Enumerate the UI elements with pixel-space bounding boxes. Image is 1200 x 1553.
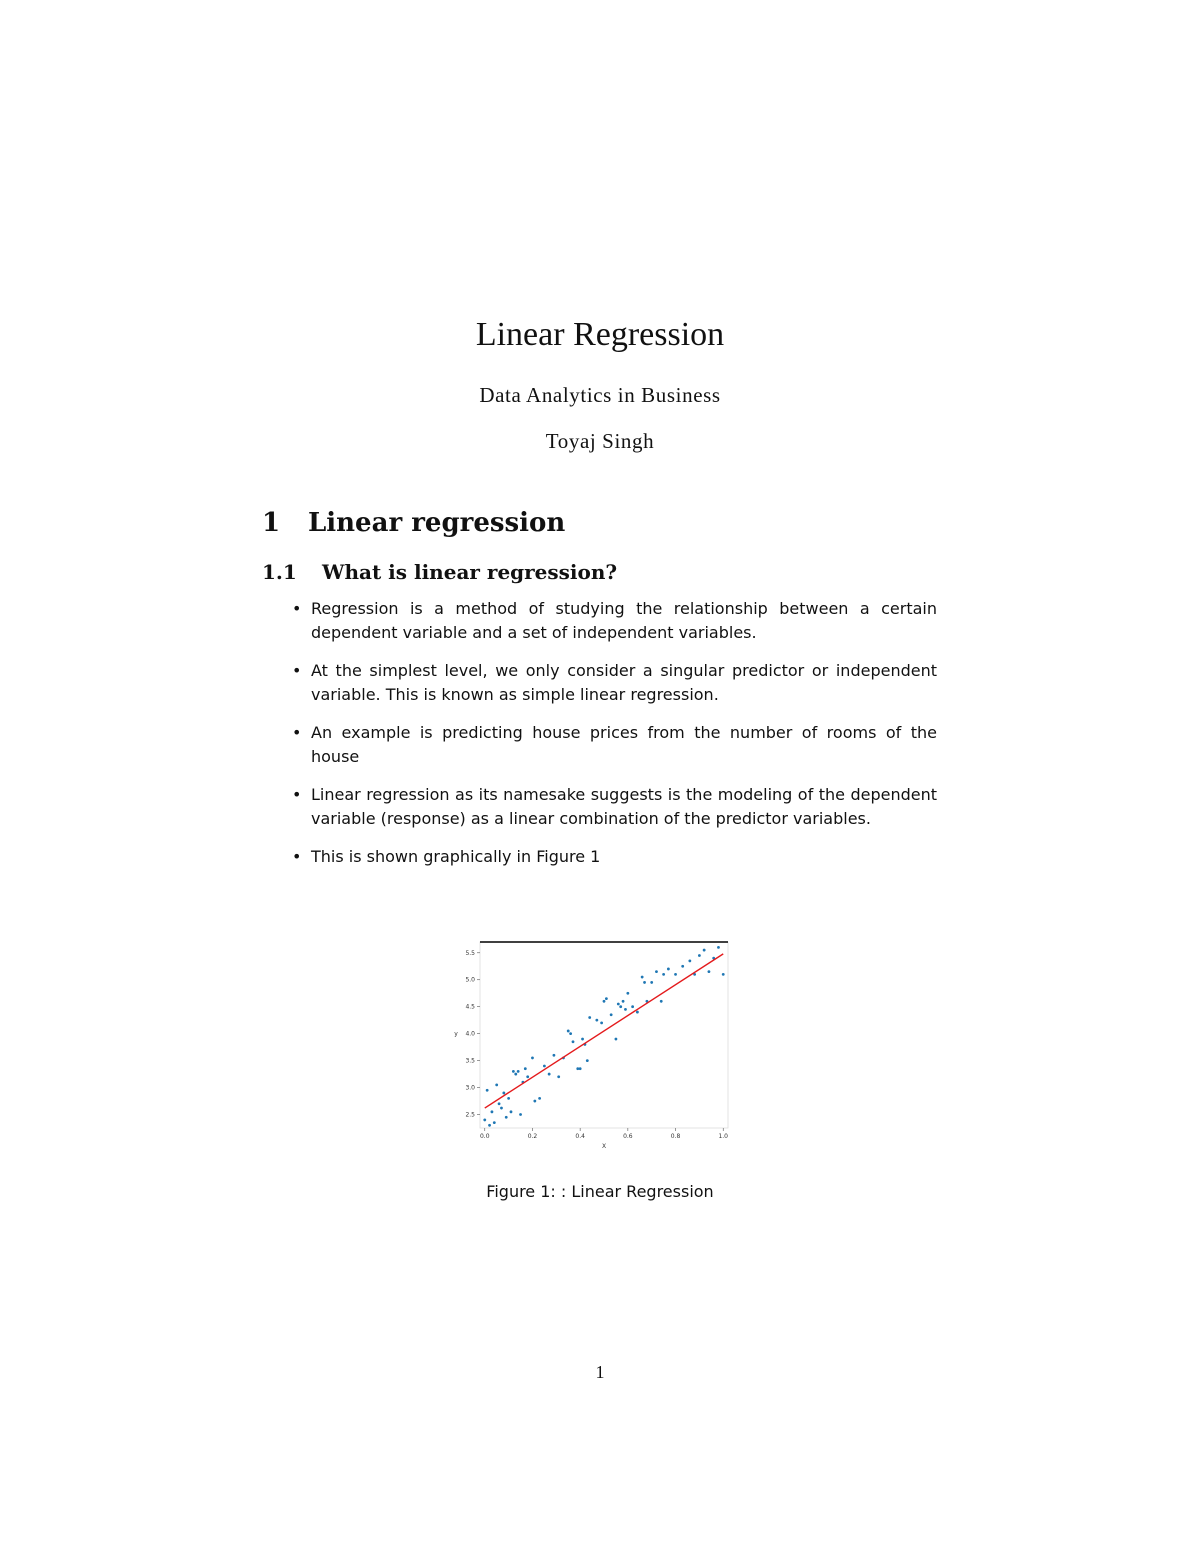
data-point <box>600 1021 603 1024</box>
data-point <box>531 1057 534 1060</box>
data-point <box>519 1113 522 1116</box>
document-subtitle: Data Analytics in Business <box>479 383 721 407</box>
data-point <box>498 1102 501 1105</box>
y-tick-label: 5.0 <box>465 976 475 984</box>
data-point <box>557 1075 560 1078</box>
y-tick-label: 3.5 <box>465 1057 475 1065</box>
data-point <box>538 1097 541 1100</box>
y-tick-label: 5.5 <box>465 949 475 957</box>
list-item-text: Linear regression as its namesake suggests is the modeling of the dependent variable (response) as a linear combination of the predictor variables. <box>311 785 937 828</box>
data-point <box>510 1110 513 1113</box>
plot-area <box>480 942 728 1128</box>
y-tick-label: 2.5 <box>465 1111 475 1119</box>
data-point <box>553 1054 556 1057</box>
figure-caption: Figure 1: : Linear Regression <box>486 1182 714 1201</box>
data-point <box>486 1089 489 1092</box>
list-item <box>292 845 937 869</box>
regression-line <box>485 954 723 1108</box>
data-point <box>662 973 665 976</box>
subsection-heading <box>262 560 617 584</box>
scatter-chart <box>448 935 748 1165</box>
data-point <box>722 973 725 976</box>
section-number: 1 <box>262 508 281 538</box>
data-point <box>500 1107 503 1110</box>
data-point <box>588 1016 591 1019</box>
data-point <box>643 981 646 984</box>
data-point <box>688 959 691 962</box>
x-axis-label: X <box>601 1143 607 1150</box>
section-title: Linear regression <box>308 508 566 538</box>
data-point <box>586 1059 589 1062</box>
list-item <box>292 659 937 706</box>
data-point <box>622 1000 625 1003</box>
data-point <box>526 1075 529 1078</box>
x-tick-label: 0.8 <box>670 1133 681 1140</box>
data-point <box>502 1092 505 1095</box>
data-point <box>698 954 701 957</box>
data-point <box>624 1008 627 1011</box>
list-item-text: Regression is a method of studying the relationship between a certain dependent variable and a set of independent variables. <box>311 599 937 642</box>
list-item-text: An example is predicting house prices from the number of rooms of the house <box>311 723 937 766</box>
data-point <box>655 970 658 973</box>
data-point <box>667 968 670 971</box>
x-tick-label: 0.4 <box>575 1133 585 1140</box>
y-axis-label: y <box>454 1030 458 1038</box>
document-title: Linear Regression <box>475 316 725 353</box>
data-point <box>605 997 608 1000</box>
data-point <box>512 1070 515 1073</box>
x-tick-label: 0.2 <box>527 1133 538 1140</box>
subsection-title: What is linear regression? <box>322 560 618 584</box>
data-point <box>703 949 706 952</box>
data-point <box>581 1038 584 1041</box>
data-point <box>626 992 629 995</box>
data-point <box>488 1124 491 1127</box>
data-point <box>514 1073 517 1076</box>
section-heading <box>262 508 565 538</box>
data-point <box>615 1038 618 1041</box>
bullet-icon: • <box>292 847 302 866</box>
x-tick-label: 0.6 <box>623 1133 633 1140</box>
data-point <box>650 981 653 984</box>
bullet-icon: • <box>292 661 302 680</box>
data-point <box>660 1000 663 1003</box>
data-point <box>507 1097 510 1100</box>
data-point <box>533 1100 536 1103</box>
data-point <box>681 965 684 968</box>
data-point <box>603 1000 606 1003</box>
bullet-list <box>292 597 937 884</box>
data-point <box>567 1030 570 1033</box>
data-point <box>548 1073 551 1076</box>
list-item <box>292 783 937 830</box>
x-tick-label: 1.0 <box>718 1133 729 1140</box>
list-item-text: At the simplest level, we only consider a singular predictor or independent variable. This is known as simple linear regression. <box>311 661 937 704</box>
data-point <box>495 1083 498 1086</box>
document-author: Toyaj Singh <box>545 429 655 453</box>
data-point <box>524 1067 527 1070</box>
bullet-icon: • <box>292 723 302 742</box>
y-tick-label: 3.0 <box>465 1084 475 1092</box>
data-point <box>641 976 644 979</box>
data-point <box>569 1032 572 1035</box>
data-point <box>572 1040 575 1043</box>
data-point <box>505 1116 508 1119</box>
y-tick-label: 4.5 <box>465 1003 475 1011</box>
list-item <box>292 597 937 644</box>
bullet-icon: • <box>292 785 302 804</box>
data-point <box>631 1005 634 1008</box>
data-point <box>636 1011 639 1014</box>
data-point <box>674 973 677 976</box>
list-item <box>292 721 937 768</box>
data-point <box>610 1013 613 1016</box>
data-point <box>493 1121 496 1124</box>
list-item-text: This is shown graphically in Figure 1 <box>311 847 601 866</box>
bullet-icon: • <box>292 599 302 618</box>
y-tick-label: 4.0 <box>465 1030 475 1038</box>
data-point <box>576 1067 579 1070</box>
data-point <box>708 970 711 973</box>
data-point <box>579 1067 582 1070</box>
data-point <box>517 1070 520 1073</box>
data-point <box>543 1065 546 1068</box>
data-point <box>619 1005 622 1008</box>
data-point <box>617 1003 620 1006</box>
x-tick-label: 0.0 <box>479 1133 490 1140</box>
data-point <box>483 1119 486 1122</box>
data-point <box>491 1110 494 1113</box>
data-point <box>717 946 720 949</box>
data-point <box>595 1019 598 1022</box>
page-number: 1 <box>595 1362 605 1382</box>
subsection-number: 1.1 <box>262 560 297 584</box>
